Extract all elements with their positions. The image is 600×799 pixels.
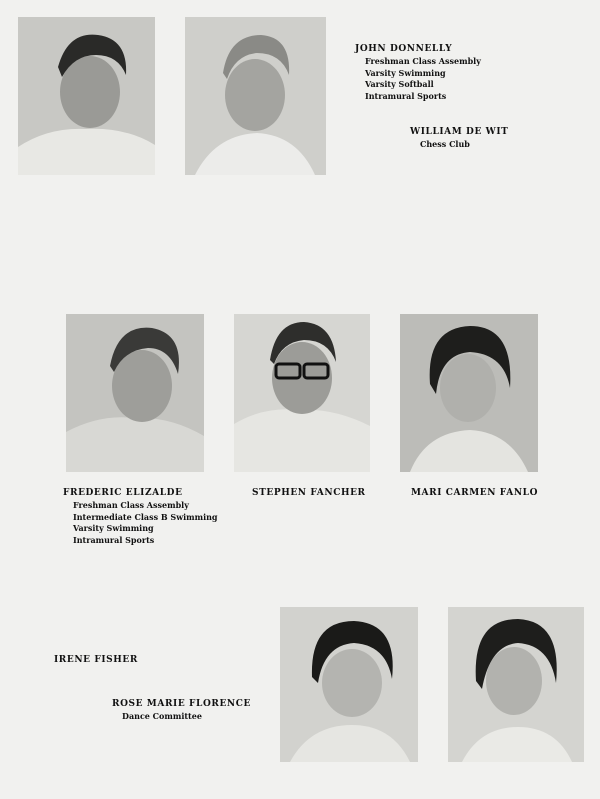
- portrait-photo-de-wit: [185, 17, 326, 175]
- activity-item: Chess Club: [420, 139, 470, 149]
- activity-list: [420, 139, 470, 151]
- activity-item: Varsity Softball: [365, 79, 434, 89]
- activity-item: Intramural Sports: [365, 90, 447, 101]
- portrait-photo-fancher: [234, 314, 370, 472]
- activity-item: Freshman Class Assembly: [73, 500, 189, 510]
- portrait-photo-fanlo: [400, 314, 538, 472]
- activity-item: Intermediate Class B Swimming: [73, 511, 218, 522]
- student-name: MARI CARMEN FANLO: [411, 488, 539, 498]
- portrait-silhouette: [280, 607, 418, 762]
- portrait-silhouette: [234, 314, 370, 472]
- activity-item: Varsity Swimming: [365, 67, 446, 78]
- portrait-photo-florence: [448, 607, 584, 762]
- activity-list: [73, 500, 218, 546]
- student-name: STEPHEN FANCHER: [252, 488, 366, 498]
- student-name: ROSE MARIE FLORENCE: [112, 699, 251, 709]
- portrait-silhouette: [18, 17, 155, 175]
- portrait-photo-fisher: [280, 607, 418, 762]
- portrait-silhouette: [185, 17, 326, 175]
- activity-list: [365, 56, 481, 102]
- student-name: FREDERIC ELIZALDE: [63, 488, 183, 498]
- portrait-photo-elizalde: [66, 314, 204, 472]
- portrait-silhouette: [448, 607, 584, 762]
- portrait-silhouette: [400, 314, 538, 472]
- student-name: JOHN DONNELLY: [355, 44, 453, 54]
- activity-item: Intramural Sports: [73, 534, 155, 545]
- activity-item: Dance Committee: [122, 711, 202, 721]
- portrait-silhouette: [66, 314, 204, 472]
- student-name: IRENE FISHER: [54, 655, 138, 665]
- portrait-photo-donnelly: [18, 17, 155, 175]
- activity-item: Varsity Swimming: [73, 523, 154, 533]
- student-name: WILLIAM DE WIT: [410, 127, 509, 137]
- activity-item: Freshman Class Assembly: [365, 56, 481, 66]
- activity-list: [122, 711, 202, 723]
